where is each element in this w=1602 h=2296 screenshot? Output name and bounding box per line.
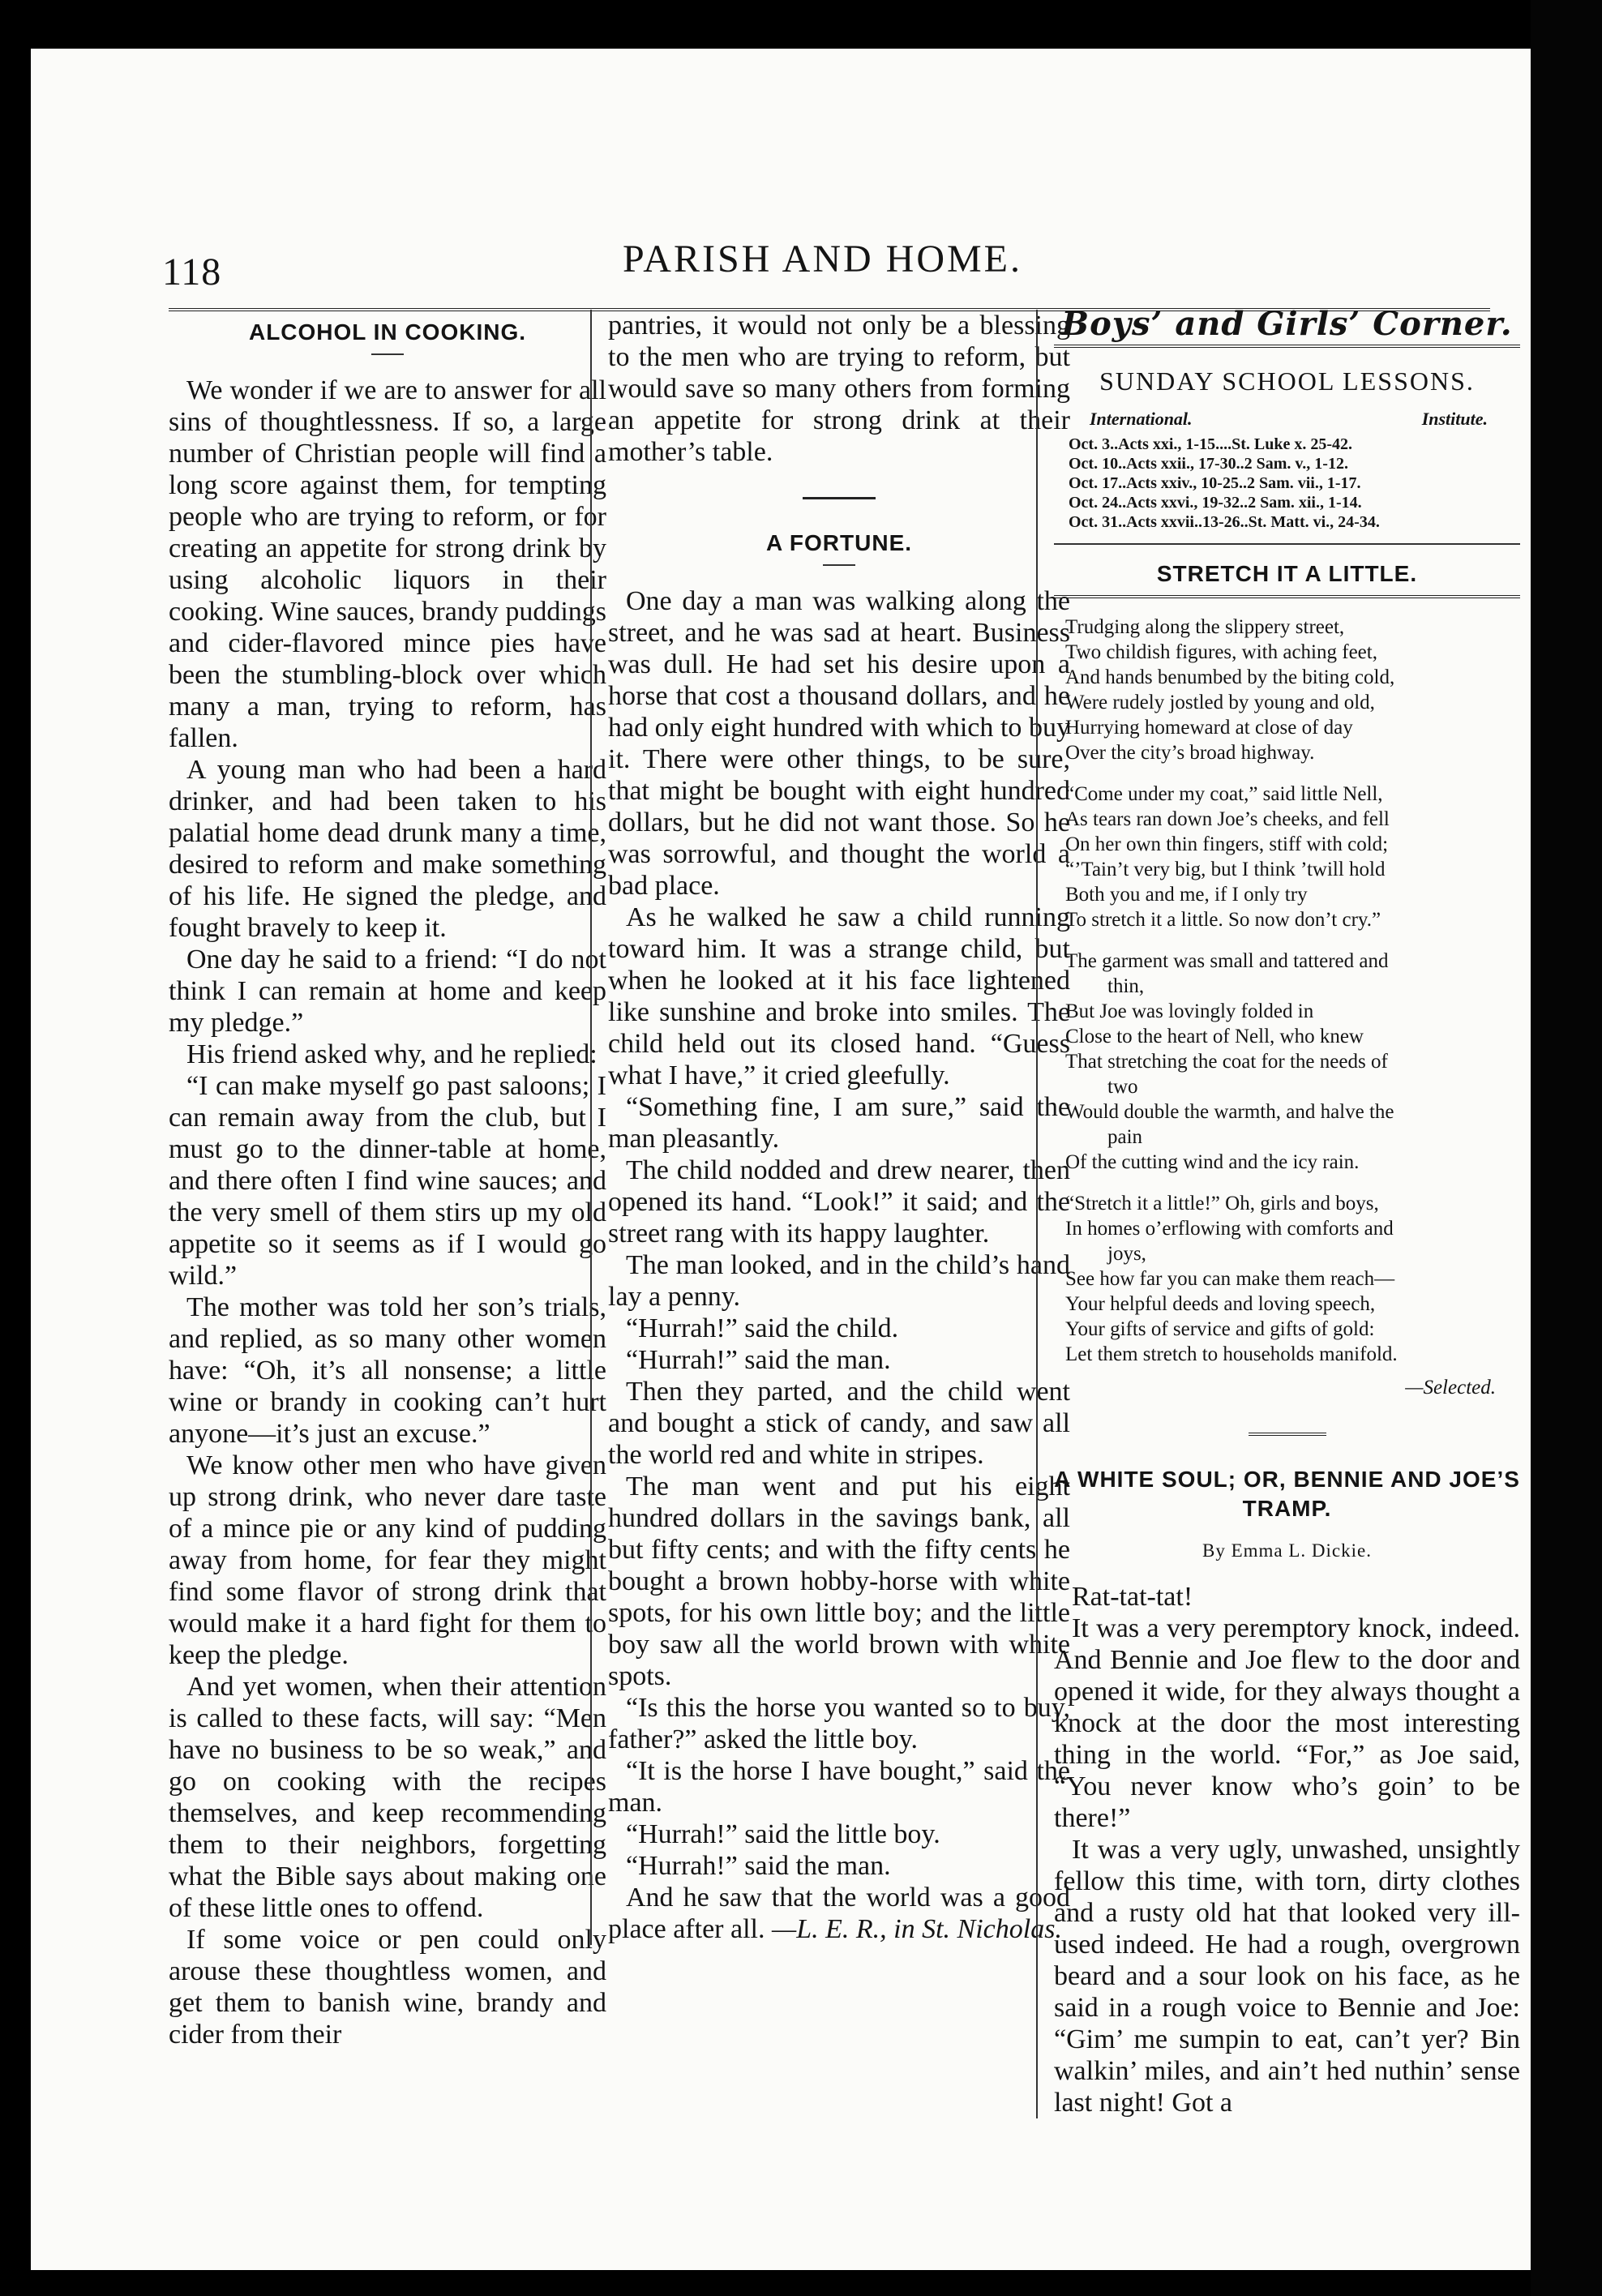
- paragraph: The child nodded and drew nearer, then opened its hand. “Look!” it said; and the street rang with its happy laughter.: [608, 1155, 1070, 1249]
- article-title-alcohol: ALCOHOL IN COOKING.: [248, 319, 527, 345]
- paragraph: “I can make myself go past saloons; I can remain away from the club, but I must go to the dinner-table at home, and there often I find wine sauces; and the very smell of them stirs up my old appetite so it seems as if I would go wild.”: [169, 1071, 606, 1291]
- paragraph: One day he said to a friend: “I do not think I can remain at home and keep my pledge.”: [169, 945, 606, 1038]
- poem-line: Were rudely jostled by young and old,: [1065, 692, 1375, 713]
- poem-line: As tears ran down Joe’s cheeks, and fell: [1065, 808, 1390, 830]
- poem-line: Your gifts of service and gifts of gold:: [1065, 1318, 1375, 1340]
- poem: [1065, 615, 1520, 1367]
- stanza: [1065, 949, 1520, 1175]
- corner-rule: [1054, 345, 1520, 348]
- paragraph: We know other men who have given up strong drink, who never dare taste of a mince pie or any kind of pudding away from home, for fear they might find some flavor of strong drink that would make it a hard fight for them to keep the pledge.: [169, 1450, 606, 1670]
- section-rule: [1054, 543, 1520, 545]
- lessons-list: [1069, 435, 1520, 532]
- poem-line: Both you and me, if I only try: [1065, 884, 1308, 906]
- paragraph: It was a very ugly, unwashed, unsightly fellow this time, with torn, dirty clothes and a rusty old hat that looked very ill-used indeed. He had a rough, overgrown beard and a sour look on his face, as he said in a rough voice to Bennie and Joe: “Gim’ me sumpin to eat, can’t yer? Bin walkin’ miles, and ain’t hed nuthin’ sense last night! Got a: [1054, 1835, 1520, 2118]
- column-1: [169, 310, 606, 2050]
- poem-line: Let them stretch to households manifold.: [1065, 1343, 1398, 1365]
- poem-line: Hurrying homeward at close of day: [1065, 717, 1353, 739]
- article-title-fortune: A FORTUNE.: [765, 530, 913, 555]
- paragraph: Rat-tat-tat!: [1072, 1582, 1193, 1612]
- poem-line: To stretch it a little. So now don’t cry.”: [1065, 909, 1381, 931]
- paragraph: “Hurrah!” said the little boy.: [626, 1819, 940, 1849]
- paragraph: As he walked he saw a child running toward him. It was a strange child, but when he looked at it his face lightened like sunshine and broke into smiles. The child held out its closed hand. “Guess what I have,” it cried gleefully.: [608, 902, 1070, 1090]
- lesson-row: Oct. 31..Acts xxvii..13-26..St. Matt. vi., 24-34.: [1069, 513, 1380, 531]
- section-separator: [803, 497, 876, 499]
- paragraph: Then they parted, and the child went and bought a stick of candy, and saw all the world red and white in stripes.: [608, 1377, 1070, 1470]
- poem-line: Would double the warmth, and halve the: [1065, 1101, 1394, 1123]
- poem-line: But Joe was lovingly folded in: [1065, 1000, 1314, 1022]
- stanza: [1065, 1191, 1520, 1367]
- paragraph: His friend asked why, and he replied:: [186, 1039, 598, 1069]
- poem-line: “Stretch it a little!” Oh, girls and boys,: [1065, 1193, 1379, 1214]
- paragraph: We wonder if we are to answer for all sins of thoughtlessness. If so, a large number of Christian people will find a long score against them, for tempting people who are trying to reform, or for creating an appetite for strong drink by using alcoholic liquors in their cooking. Wine sauces, brandy puddings and cider-flavored mince pies have been the stumbling-block over which many a man, trying to reform, has fallen.: [169, 375, 607, 753]
- scan-border: [1531, 0, 1602, 2296]
- poem-title: STRETCH IT A LITTLE.: [1156, 561, 1418, 586]
- poem-line: Trudging along the slippery street,: [1065, 616, 1345, 638]
- poem-line: The garment was small and tattered and: [1065, 950, 1389, 972]
- page-header: [31, 186, 1531, 300]
- lesson-row: Oct. 10..Acts xxii., 17-30..2 Sam. v., 1-12.: [1069, 455, 1348, 473]
- paragraph: It was a very peremptory knock, indeed. And Bennie and Joe flew to the door and opened it wide, for they always thought a knock at the door the most interesting thing in the world. “For,” as Joe said, “You never know who’s goin’ to be there!”: [1054, 1613, 1520, 1833]
- title-dash: [371, 353, 404, 355]
- paragraph: The man went and put his eight hundred dollars in the savings bank, all but fifty cents; and with the fifty cents he bought a brown hobby-horse with white spots, for his own little boy; and the little boy saw all the world brown with white spots.: [608, 1471, 1070, 1691]
- paragraph: “Hurrah!” said the man.: [626, 1345, 891, 1375]
- paragraph-last: [608, 1882, 1070, 1945]
- lessons-header: [1054, 409, 1520, 430]
- poem-line: Your helpful deeds and loving speech,: [1065, 1293, 1376, 1315]
- column-3: [1036, 305, 1520, 2118]
- continuation-paragraph: pantries, it would not only be a blessing to the men who are trying to reform, but would save so many others from forming an appetite for strong drink at their mother’s table.: [608, 311, 1070, 467]
- paragraph: “Hurrah!” said the child.: [626, 1313, 899, 1343]
- lessons-header-left: International.: [1090, 409, 1193, 429]
- column-2: [590, 310, 1070, 1945]
- poem-line: Of the cutting wind and the icy rain.: [1065, 1151, 1360, 1173]
- paragraph: “It is the horse I have bought,” said the man.: [608, 1756, 1070, 1818]
- poem-line: Over the city’s broad highway.: [1065, 742, 1315, 764]
- paragraph: A young man who had been a hard drinker, and had been taken to his palatial home dead drunk many a time, desired to reform and make something of his life. He signed the pledge, and fought bravely to keep it.: [169, 755, 606, 943]
- lesson-row: Oct. 3..Acts xxi., 1-15....St. Luke x. 25-42.: [1069, 435, 1352, 453]
- poem-line: thin,: [1107, 975, 1145, 997]
- poem-line: Two childish figures, with aching feet,: [1065, 641, 1377, 663]
- article-credit: —L. E. R., in St. Nicholas.: [771, 1914, 1062, 1944]
- poem-line: “’Tain’t very big, but I think ’twill hold: [1065, 859, 1386, 880]
- stanza: [1065, 615, 1520, 765]
- paragraph: “Hurrah!” said the man.: [626, 1851, 891, 1881]
- title-dash: [823, 564, 855, 566]
- paragraph-text: And he saw that the world was a good place after all.: [608, 1883, 1070, 1944]
- sunday-school-title: SUNDAY SCHOOL LESSONS.: [1099, 366, 1475, 396]
- poem-rule: [1054, 595, 1520, 598]
- page-number: 118: [162, 251, 222, 293]
- poem-line: On her own thin fingers, stiff with cold;: [1065, 833, 1389, 855]
- poem-credit: —Selected.: [1405, 1377, 1496, 1399]
- byline: By Emma L. Dickie.: [1202, 1540, 1372, 1561]
- poem-line: Close to the heart of Nell, who knew: [1065, 1026, 1364, 1047]
- poem-line: “Come under my coat,” said little Nell,: [1065, 783, 1383, 805]
- poem-line: And hands benumbed by the biting cold,: [1065, 666, 1395, 688]
- paragraph: The man looked, and in the child’s hand lay a penny.: [608, 1250, 1070, 1312]
- paragraph: The mother was told her son’s trials, and replied, as so many other women have: “Oh, it’s all nonsense; a little wine or brandy in cooking can’t hurt anyone—it’s just an excuse.”: [169, 1292, 606, 1449]
- lessons-header-right: Institute.: [1421, 409, 1488, 429]
- paragraph: “Is this the horse you wanted so to buy, father?” asked the little boy.: [608, 1693, 1070, 1754]
- lesson-row: Oct. 17..Acts xxiv., 10-25..2 Sam. vii., 1-17.: [1069, 474, 1361, 492]
- poem-line: See how far you can make them reach—: [1065, 1268, 1395, 1290]
- poem-line: two: [1107, 1076, 1138, 1098]
- paragraph: One day a man was walking along the street, and he was sad at heart. Business was dull. He had set his desire upon a horse that cost a thousand dollars, and he had only eight hundred with which to buy it. There were other things, to be sure, that might be bought with eight hundred dollars, but he did not want those. So he was sorrowful, and thought the world a bad place.: [608, 586, 1070, 901]
- poem-line: That stretching the coat for the needs of: [1065, 1051, 1388, 1073]
- poem-line: joys,: [1107, 1243, 1146, 1265]
- paragraph: If some voice or pen could only arouse these thoughtless women, and get them to banish wine, brandy and cider from their: [169, 1925, 606, 2050]
- page: [31, 49, 1531, 2270]
- section-separator: [1249, 1433, 1326, 1436]
- poem-line: pain: [1107, 1126, 1143, 1148]
- corner-title: Boys’ and Girls’ Corner.: [1061, 305, 1513, 343]
- lesson-row: Oct. 24..Acts xxvi., 19-32..2 Sam. xii., 1-14.: [1069, 494, 1362, 512]
- poem-line: In homes o’erflowing with comforts and: [1065, 1218, 1394, 1240]
- story-title: A WHITE SOUL; OR, BENNIE AND JOE’S TRAMP.: [1054, 1467, 1520, 1521]
- running-title: PARISH AND HOME.: [623, 238, 1022, 281]
- paragraph: And yet women, when their attention is called to these facts, will say: “Men have no business to be so weak,” and go on cooking with the recipes themselves, and keep recommending them to their neighbors, forgetting what the Bible says about making one of these little ones to offend.: [169, 1672, 606, 1923]
- paragraph: “Something fine, I am sure,” said the man pleasantly.: [608, 1092, 1070, 1154]
- stanza: [1065, 782, 1520, 932]
